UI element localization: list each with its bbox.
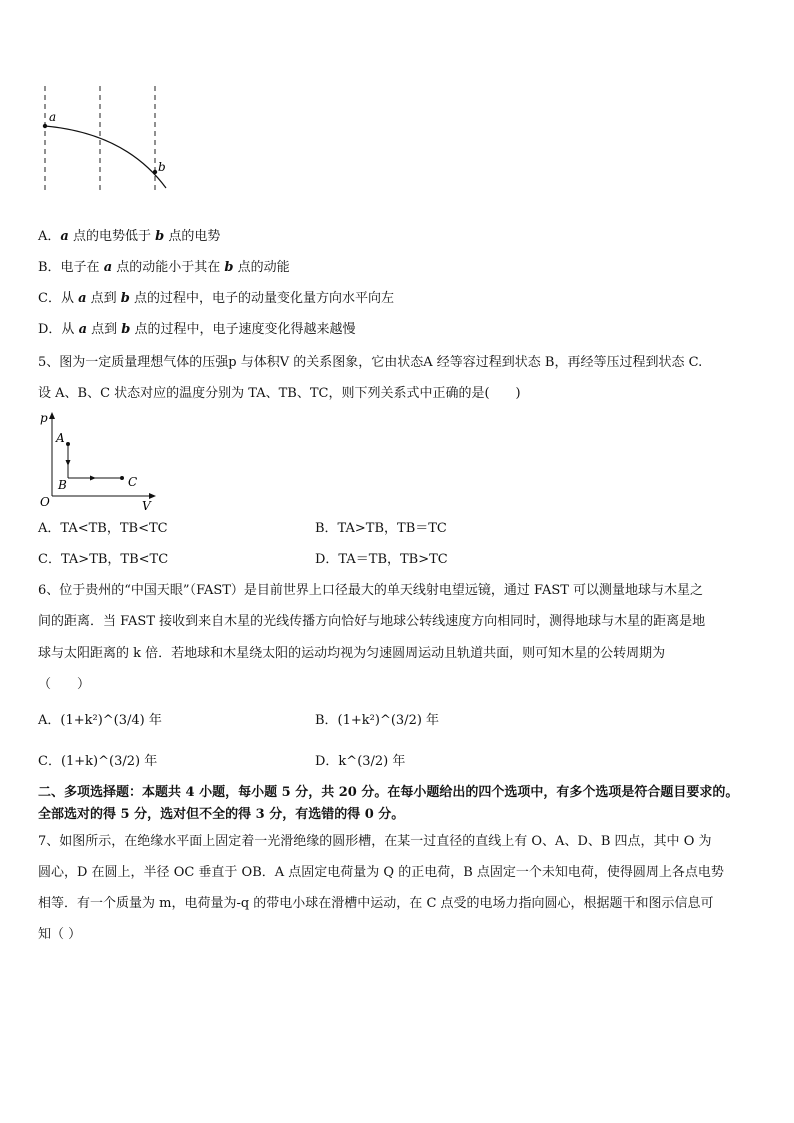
label-B: B <box>58 478 67 492</box>
section2-heading-line2: 全部选对的得 5 分，选对但不全的得 3 分，有选错的得 0 分。 <box>38 807 405 822</box>
label-p: p <box>40 411 48 425</box>
q5-option-b: B．TA>TB，TB＝TC <box>315 521 447 536</box>
arrow-ab <box>66 460 71 466</box>
point-C <box>120 476 124 480</box>
q6-option-a: A．(1+k²)^(3/4) 年 <box>38 713 162 728</box>
point-a <box>43 124 47 128</box>
label-b: b <box>158 160 166 174</box>
p-axis-arrow <box>49 412 55 419</box>
q6-option-b: B．(1+k²)^(3/2) 年 <box>315 713 440 728</box>
label-O: O <box>40 495 50 509</box>
q6-stem-line3: 球与太阳距离的 k 倍．若地球和木星绕太阳的运动均视为匀速圆周运动且轨道共面，则可知木星的公转周期为 <box>38 646 666 661</box>
point-A <box>66 442 70 446</box>
arrow-bc <box>90 476 96 481</box>
section2-heading: 二、多项选择题：本题共 4 小题，每小题 5 分，共 20 分。在每小题给出的四个选项中，有多个选项是符合题目要求的。 <box>38 785 739 800</box>
q4-option-b: B．电子在 a 点的动能小于其在 b 点的动能 <box>38 260 290 275</box>
trajectory-curve <box>45 126 166 188</box>
q6-option-c: C．(1+k)^(3/2) 年 <box>38 754 158 769</box>
q6-stem-line4: （ ） <box>38 677 91 692</box>
q6-option-d: D．k^(3/2) 年 <box>315 754 406 769</box>
q5-option-c: C．TA>TB，TB<TC <box>38 552 169 567</box>
label-a: a <box>49 110 57 124</box>
q4-option-d: D．从 a 点到 b 点的过程中，电子速度变化得越来越慢 <box>38 322 356 337</box>
point-b <box>153 170 157 174</box>
label-C: C <box>128 475 138 489</box>
q4-option-c: C．从 a 点到 b 点的过程中，电子的动量变化量方向水平向左 <box>38 291 395 306</box>
q5-stem-line1: 5、图为一定质量理想气体的压强p 与体积V 的关系图象，它由状态A 经等容过程到状态 B，再经等压过程到状态 C. <box>38 355 703 370</box>
q4-option-a: A．a 点的电势低于 b 点的电势 <box>38 229 221 244</box>
label-A: A <box>56 431 65 445</box>
q5-option-a: A．TA<TB，TB<TC <box>38 521 168 536</box>
q7-stem-line2: 圆心，D 在圆上，半径 OC 垂直于 OB．A 点固定电荷量为 Q 的正电荷，B 点固定一个未知电荷，使得圆周上各点电势 <box>38 865 724 880</box>
q7-stem-line4: 知（ ） <box>38 927 82 942</box>
q6-stem-line1: 6、位于贵州的“中国天眼”（FAST）是目前世界上口径最大的单天线射电望远镜，通过 FAST 可以测量地球与木星之 <box>38 583 704 598</box>
q5-option-d: D．TA＝TB，TB>TC <box>315 552 448 567</box>
q6-stem-line2: 间的距离．当 FAST 接收到来自木星的光线传播方向恰好与地球公转线速度方向相同时，测得地球与木星的距离是地 <box>38 614 706 629</box>
q5-stem-line2: 设 A、B、C 状态对应的温度分别为 TA、TB、TC，则下列关系式中正确的是( ) <box>38 386 521 401</box>
label-V: V <box>142 499 151 513</box>
pv-diagram <box>36 410 162 514</box>
q7-stem-line1: 7、如图所示，在绝缘水平面上固定着一光滑绝缘的圆形槽，在某一过直径的直线上有 O、A、D、B 四点，其中 O 为 <box>38 834 712 849</box>
q7-stem-line3: 相等．有一个质量为 m，电荷量为-q 的带电小球在滑槽中运动，在 C 点受的电场力指向圆心，根据题干和图示信息可 <box>38 896 714 911</box>
field-lines-figure <box>30 82 180 192</box>
